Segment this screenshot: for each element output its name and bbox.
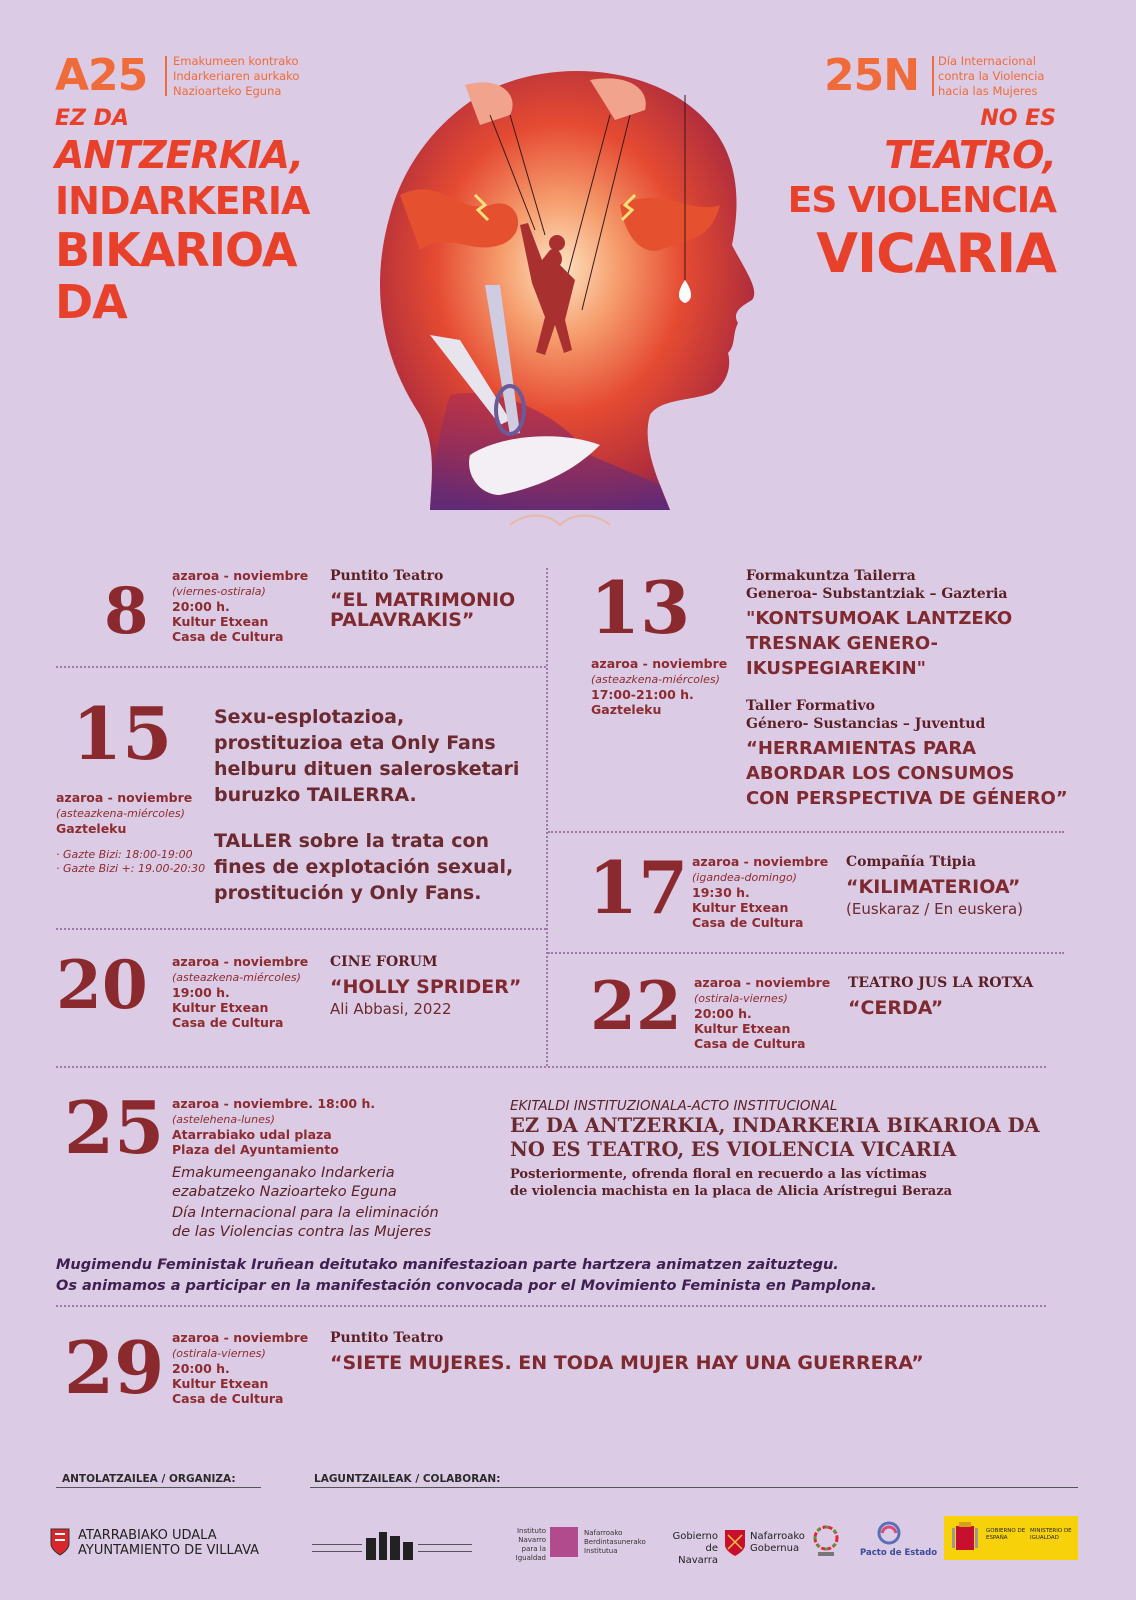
event-13: [548, 560, 1078, 830]
event-title: “EL MATRIMONIO PALAVRAKIS”: [330, 589, 516, 631]
event-15: [0, 668, 546, 928]
header-right: [787, 50, 1080, 310]
event-day: 8: [104, 574, 149, 649]
slogan-eu: EZ DA ANTZERKIA, INDARKERIA BIKARIOA DA: [55, 106, 310, 329]
event-22: [548, 955, 1078, 1065]
grid-divider-5: [56, 1066, 1046, 1068]
head-silhouette-illustration: [360, 55, 780, 565]
event-13-eu: Formakuntza Tailerra Generoa- Substantziak – Gazteria "KONTSUMOAK LANTZEKO TRESNAK GENERO- IKUSPEGIAREKIN": [746, 568, 1013, 679]
event-13-es: Taller Formativo Género- Sustancias – Juventud “HERRAMIENTAS PARA ABORDAR LOS CONSUMOS CON PERSPECTIVA DE GÉNERO”: [746, 698, 1068, 809]
event-day: 17: [588, 845, 689, 930]
a25-code: A25: [55, 50, 148, 101]
slogan-es: NO ES TEATRO, ES VIOLENCIA VICARIA: [787, 106, 1056, 285]
collab-label: LAGUNTZAILEAK / COLABORAN:: [314, 1473, 501, 1485]
organizer-underline: [56, 1487, 261, 1488]
event-title: “SIETE MUJERES. EN TODA MUJER HAY UNA GUERRERA”: [330, 1352, 924, 1374]
event-day: 13: [590, 565, 691, 650]
event-note: Ali Abbasi, 2022: [330, 1000, 452, 1018]
event-29: [0, 1310, 1136, 1420]
25n-day-name: Día Internacional contra la Violencia hacia las Mujeres: [938, 54, 1045, 98]
event-organizer: CINE FORUM: [330, 954, 438, 970]
agenda-2030-logo-icon: [812, 1524, 840, 1558]
event-title: “KILIMATERIOA”: [846, 876, 1021, 898]
event-title: “HOLLY SPRIDER”: [330, 976, 522, 998]
event-day: 20: [56, 946, 148, 1024]
event-meta: azaroa - noviembre (viernes-ostirala) 20:00 h. Kultur Etxean Casa de Cultura: [172, 568, 309, 644]
event-meta: azaroa - noviembre (igandea-domingo) 19:30 h. Kultur Etxean Casa de Cultura: [692, 854, 829, 930]
event-title: EZ DA ANTZERKIA, INDARKERIA BIKARIOA DA NO ES TEATRO, ES VIOLENCIA VICARIA: [510, 1114, 1040, 1161]
spain-shield-icon: [952, 1520, 978, 1556]
event-meta: azaroa - noviembre (ostirala-viernes) 20:00 h. Kultur Etxean Casa de Cultura: [172, 1330, 309, 1406]
event-label: EKITALDI INSTITUZIONALA-ACTO INSTITUCIONAL: [510, 1098, 838, 1114]
collab-underline: [310, 1487, 1078, 1488]
event-meta: azaroa - noviembre (asteazkena-miércoles) 17:00-21:00 h. Gazteleku: [591, 656, 728, 717]
pacto-swirl-icon: [874, 1520, 904, 1546]
grid-divider-2: [548, 831, 1064, 833]
event-title: “CERDA”: [848, 997, 944, 1019]
event-day: 29: [64, 1325, 165, 1410]
navarra-shield-icon: [724, 1527, 746, 1557]
event-20: [0, 930, 546, 1066]
event-organizer: TEATRO JUS LA ROTXA: [848, 975, 1034, 991]
a25-day-name: Emakumeen kontrako Indarkeriaren aurkako Nazioarteko Eguna: [173, 54, 300, 98]
header-divider: [165, 56, 167, 96]
event-organizer: Compañía Ttipia: [846, 854, 976, 870]
event-meta: azaroa - noviembre. 18:00 h. (astelehena-lunes) Atarrabiako udal plaza Plaza del Ayuntamiento: [172, 1096, 376, 1157]
grid-divider-6: [56, 1305, 1046, 1307]
event-25: [0, 1070, 1136, 1250]
villava-shield-icon: [50, 1528, 70, 1556]
event-8: [0, 560, 546, 666]
cultural-institution-logo: [312, 1530, 472, 1562]
event-meta: azaroa - noviembre (asteazkena-miércoles) Gazteleku: [56, 790, 193, 836]
grid-divider-4: [548, 952, 1064, 954]
manifestation-call: Mugimendu Feministak Iruñean deitutako manifestazioan parte hartzera animatzen zaituztegu. Os animamos a participar en la manifestación convocada por el Movimiento Feminista en Pamplona.: [56, 1257, 877, 1294]
event-text-eu: Sexu-esplotazioa, prostituzioa eta Only Fans helburu dituen salerosketari buruzko TAILERRA.: [214, 706, 520, 806]
event-meta: azaroa - noviembre (ostirala-viernes) 20:00 h. Kultur Etxean Casa de Cultura: [694, 975, 831, 1051]
25n-code: 25N: [824, 50, 920, 101]
event-day: 15: [72, 691, 173, 776]
event-note: Posteriormente, ofrenda floral en recuerdo a las víctimas de violencia machista en la placa de Alicia Arístregui Beraza: [510, 1167, 953, 1199]
gobierno-espana-logo: GOBIERNO DE ESPAÑA MINISTERIO DE IGUALDAD: [944, 1516, 1078, 1560]
event-slots: · Gazte Bizi: 18:00-19:00 · Gazte Bizi +: 19.00-20:30: [56, 848, 206, 875]
header-divider-right: [932, 56, 934, 96]
hand-icon: [550, 1527, 578, 1557]
event-desc: Emakumeenganako Indarkeria ezabatzeko Nazioarteko Eguna Día Internacional para la eliminación de las Violencias contra las Mujeres: [172, 1165, 439, 1240]
event-text-es: TALLER sobre la trata con fines de explotación sexual, prostitución y Only Fans.: [214, 830, 514, 904]
event-day: 22: [590, 967, 682, 1045]
event-17: [548, 834, 1078, 952]
building-icon: [366, 1530, 414, 1560]
event-note: (Euskaraz / En euskera): [846, 900, 1023, 918]
event-organizer: Puntito Teatro: [330, 568, 444, 584]
event-organizer: Puntito Teatro: [330, 1330, 444, 1346]
event-day: 25: [64, 1085, 165, 1170]
organizer-label: ANTOLATZAILEA / ORGANIZA:: [62, 1473, 236, 1485]
event-meta: azaroa - noviembre (asteazkena-miércoles) 19:00 h. Kultur Etxean Casa de Cultura: [172, 954, 309, 1030]
